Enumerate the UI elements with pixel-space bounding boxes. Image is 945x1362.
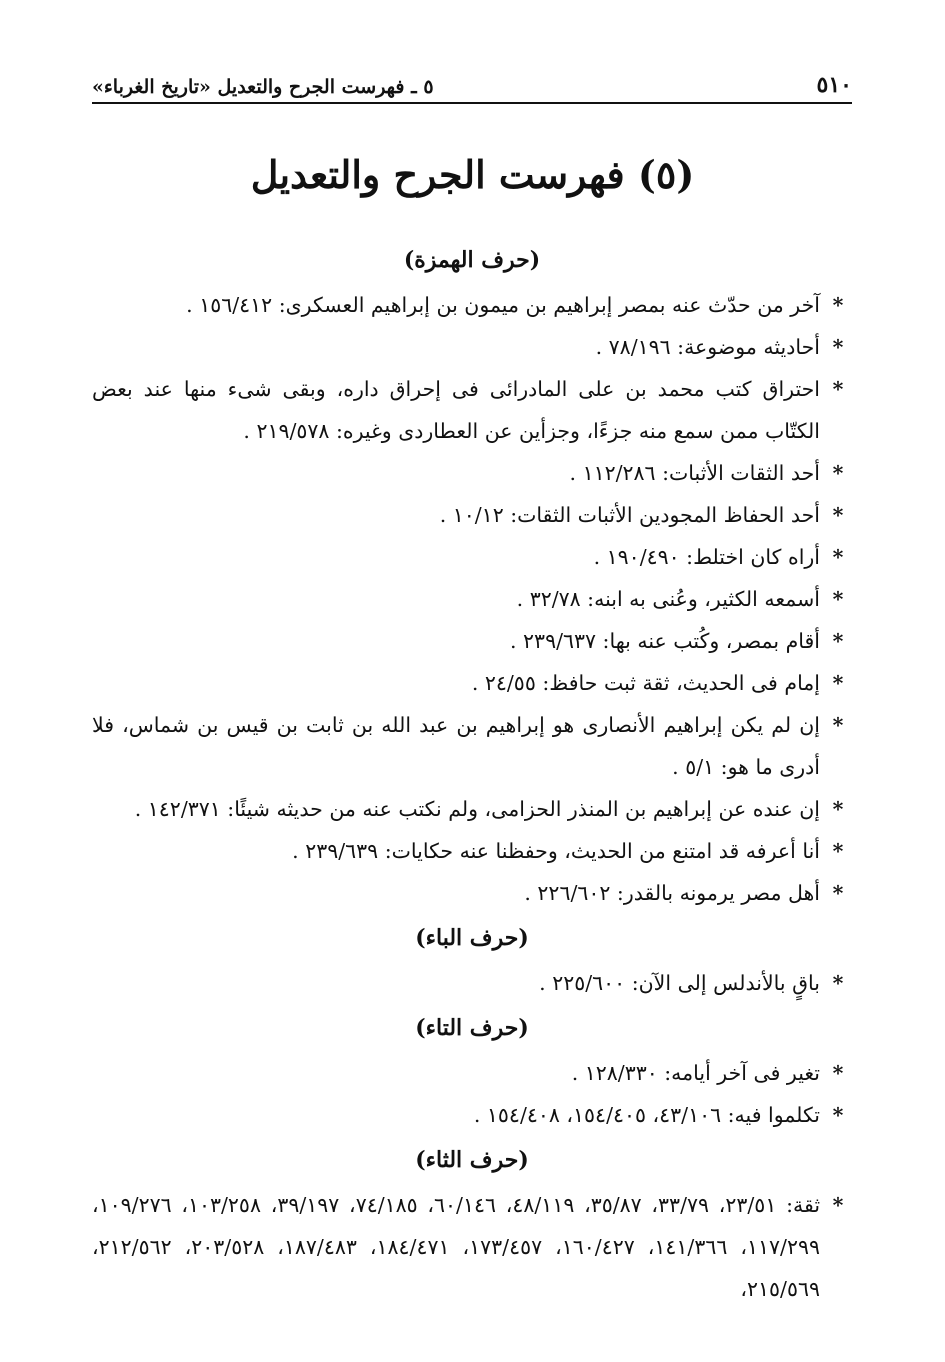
index-entry: * إن لم يكن إبراهيم الأنصارى هو إبراهيم بن عبد الله بن ثابت بن قيس بن شماس، فلا أدرى ما هو: ٥/١ . [92, 704, 852, 788]
index-body [92, 236, 852, 1310]
bullet-star-icon: * [832, 587, 844, 611]
bullet-star-icon: * [832, 629, 844, 653]
running-header [92, 64, 852, 104]
bullet-star-icon: * [832, 377, 844, 401]
bullet-star-icon: * [832, 881, 844, 905]
page-number: ٥١٠ [816, 72, 852, 98]
section-heading-tha: (حرف الثاء) [415, 1147, 529, 1173]
index-entry: * آخر من حدّث عنه بمصر إبراهيم بن ميمون بن إبراهيم العسكرى: ١٥٦/٤١٢ . [92, 284, 852, 326]
index-entry: * أراه كان اختلط: ١٩٠/٤٩٠ . [92, 536, 852, 578]
index-entry: * أقام بمصر، وكُتب عنه بها: ٢٣٩/٦٣٧ . [92, 620, 852, 662]
bullet-star-icon: * [832, 461, 844, 485]
bullet-star-icon: * [832, 839, 844, 863]
bullet-star-icon: * [832, 971, 844, 995]
index-entry: * أهل مصر يرمونه بالقدر: ٢٢٦/٦٠٢ . [92, 872, 852, 914]
index-entry: * أحد الثقات الأثبات: ١١٢/٢٨٦ . [92, 452, 852, 494]
bullet-star-icon: * [832, 335, 844, 359]
section-heading-ba: (حرف الباء) [415, 925, 529, 951]
page-title: (٥) فهرست الجرح والتعديل [250, 152, 695, 197]
index-entry: * تغير فى آخر أيامه: ١٢٨/٣٣٠ . [92, 1052, 852, 1094]
section-heading-hamza: (حرف الهمزة) [403, 247, 541, 273]
bullet-star-icon: * [832, 671, 844, 695]
index-entry: * باقٍ بالأندلس إلى الآن: ٢٢٥/٦٠٠ . [92, 962, 852, 1004]
bullet-star-icon: * [832, 713, 844, 737]
bullet-star-icon: * [832, 1193, 844, 1217]
bullet-star-icon: * [832, 545, 844, 569]
bullet-star-icon: * [832, 797, 844, 821]
running-title: ٥ ـ فهرست الجرح والتعديل «تاريخ الغرباء» [92, 76, 434, 98]
index-entry: * تكلموا فيه: ٤٣/١٠٦، ١٥٤/٤٠٥، ١٥٤/٤٠٨ . [92, 1094, 852, 1136]
index-entry: * احتراق كتب محمد بن على المادرائى فى إحراق داره، وبقى شىء منها عند بعض الكتّاب ممن سمع منه جزءًا، وجزأين عن العطاردى وغيره: ٢١٩/٥٧٨ . [92, 368, 852, 452]
index-entry: * أحاديثه موضوعة: ٧٨/١٩٦ . [92, 326, 852, 368]
bullet-star-icon: * [832, 503, 844, 527]
index-entry: * أنا أعرفه قد امتنع من الحديث، وحفظنا عنه حكايات: ٢٣٩/٦٣٩ . [92, 830, 852, 872]
bullet-star-icon: * [832, 1061, 844, 1085]
bullet-star-icon: * [832, 293, 844, 317]
index-entry: * إن عنده عن إبراهيم بن المنذر الحزامى، ولم نكتب عنه من حديثه شيئًا: ١٤٢/٣٧١ . [92, 788, 852, 830]
index-entry: * إمام فى الحديث، ثقة ثبت حافظ: ٢٤/٥٥ . [92, 662, 852, 704]
index-entry: * أحد الحفاظ المجودين الأثبات الثقات: ١٠/١٢ . [92, 494, 852, 536]
section-heading-ta: (حرف التاء) [415, 1015, 529, 1041]
index-entry: * ثقة: ٢٣/٥١، ٣٣/٧٩، ٣٥/٨٧، ٤٨/١١٩، ٦٠/١٤٦، ٧٤/١٨٥، ٣٩/١٩٧، ١٠٣/٢٥٨، ١٠٩/٢٧٦، ١١٧/٢٩٩، ١٤١/٣٦٦، ١٦٠/٤٢٧، ١٧٣/٤٥٧، ١٨٤/٤٧١، ١٨٧/٤٨٣، ٢٠٣/٥٢٨، ٢١٢/٥٦٢، ٢١٥/٥٦٩، [92, 1184, 852, 1310]
index-entry: * أسمعه الكثير، وعُنى به ابنه: ٣٢/٧٨ . [92, 578, 852, 620]
bullet-star-icon: * [832, 1103, 844, 1127]
